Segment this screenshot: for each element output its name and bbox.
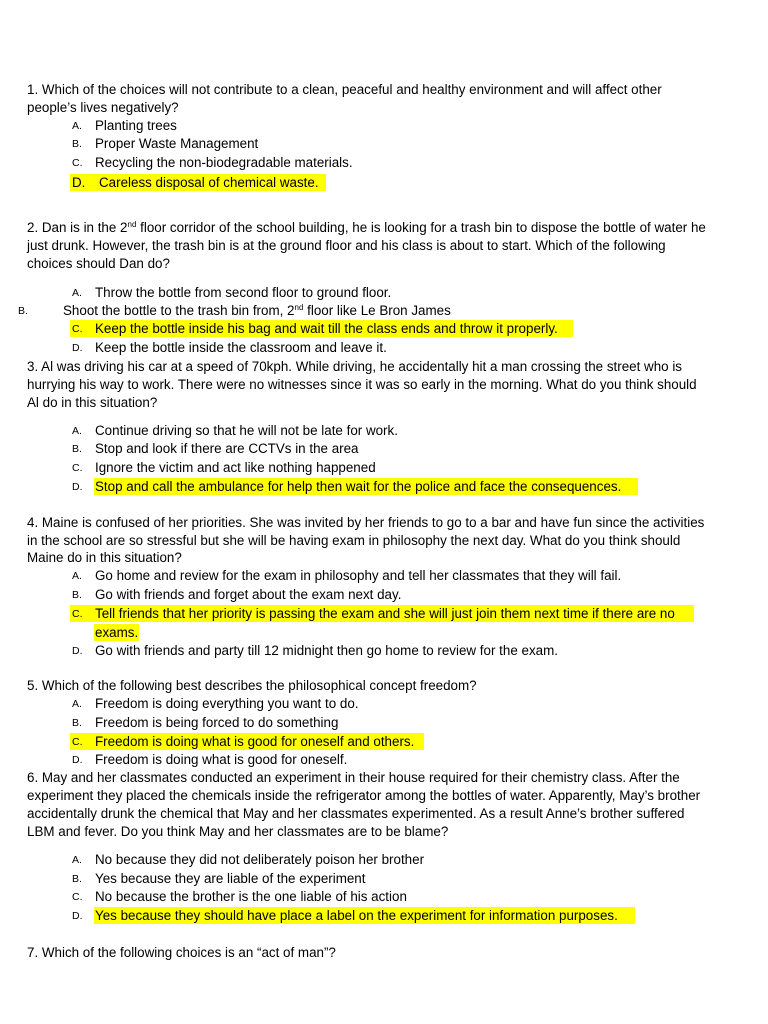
option-text-part: Shoot the bottle to the trash bin from, 2 [63, 303, 295, 318]
option-letter-selected: C. [72, 323, 83, 335]
option-letter: B. [18, 305, 28, 317]
question-3-stem-line-1: 3. Al was driving his car at a speed of 70kph. While driving, he accidentally hit a man crossing the street who is [27, 359, 682, 374]
superscript: nd [294, 303, 304, 312]
question-4-stem-line-3: Maine do in this situation? [27, 550, 182, 565]
option-letter: C. [72, 891, 83, 903]
option-text: Throw the bottle from second floor to ground floor. [95, 285, 392, 300]
question-6-stem-line-2: experiment they placed the chemicals inside the refrigerator among the bottles of water. Apparently, May’s brother [27, 788, 701, 803]
question-6-stem-line-1: 6. May and her classmates conducted an experiment in their house required for their chemistry class. After the [27, 770, 680, 785]
option-text-part: floor like Le Bron James [303, 303, 451, 318]
option-letter-selected: C. [72, 736, 83, 748]
option-text: Stop and look if there are CCTVs in the area [95, 441, 359, 456]
option-letter: B. [72, 873, 82, 885]
option-letter: B. [72, 717, 82, 729]
question-4-stem-line-2: in the school are so stressful but she will be having exam in philosophy the next day. What do you think should [27, 533, 681, 548]
question-7-stem-line-1: 7. Which of the following choices is an “act of man”? [27, 945, 336, 960]
option-text: No because the brother is the one liable of his action [95, 889, 407, 904]
question-2-stem-line-2: just drunk. However, the trash bin is at the ground floor and his class is about to start. Which of the following [27, 238, 666, 253]
option-text-selected: Freedom is doing what is good for oneself and others. [95, 734, 415, 749]
option-letter: D. [72, 645, 83, 657]
option-letter: D. [72, 342, 83, 354]
option-text: Planting trees [95, 118, 177, 133]
question-2-stem-line-3: choices should Dan do? [27, 256, 170, 271]
question-5-stem-line-1: 5. Which of the following best describes the philosophical concept freedom? [27, 678, 477, 693]
option-text-selected: exams. [95, 625, 139, 640]
option-text-selected: Yes because they should have place a label on the experiment for information purposes. [95, 908, 618, 923]
option-text: Freedom is being forced to do something [95, 715, 339, 730]
option-letter: A. [72, 854, 82, 866]
option-text: Yes because they are liable of the experiment [95, 871, 366, 886]
option-letter: A. [72, 120, 82, 132]
option-text: Freedom is doing what is good for oneself. [95, 752, 348, 767]
question-1-stem-line-1: 1. Which of the choices will not contribute to a clean, peaceful and healthy environment and will affect other [27, 82, 662, 97]
question-1-stem-line-2: people’s lives negatively? [27, 100, 179, 115]
option-letter: B. [72, 138, 82, 150]
option-letter-selected: C. [72, 608, 83, 620]
option-letter: D. [72, 754, 83, 766]
option-text: Go with friends and forget about the exam next day. [95, 587, 402, 602]
question-3-stem-line-2: hurrying his way to work. There were no witnesses since it was so early in the morning. What do you think should [27, 377, 697, 392]
option-letter: A. [72, 698, 82, 710]
question-4-stem-line-1: 4. Maine is confused of her priorities. She was invited by her friends to go to a bar and have fun since the activities [27, 515, 705, 530]
option-text: Freedom is doing everything you want to do. [95, 696, 359, 711]
option-letter-selected: D. [72, 910, 83, 922]
question-6-stem-line-3: accidentally drunk the chemical that May and her classmates experimented. As a result Anne’s brother suffered [27, 806, 685, 821]
option-letter: A. [72, 425, 82, 437]
superscript: nd [127, 220, 137, 229]
option-letter: C. [72, 157, 83, 169]
option-text: Continue driving so that he will not be late for work. [95, 423, 398, 438]
option-text: Recycling the non-biodegradable materials. [95, 155, 353, 170]
option-text: Keep the bottle inside the classroom and leave it. [95, 340, 387, 355]
option-text: No because they did not deliberately poison her brother [95, 852, 425, 867]
option-letter-selected: D. [72, 481, 83, 493]
question-2-stem-line-1 [27, 219, 706, 237]
option-text-selected: Keep the bottle inside his bag and wait till the class ends and throw it properly. [95, 321, 558, 336]
option-text-selected: Tell friends that her priority is passing the exam and she will just join them next time if there are no [95, 606, 675, 621]
option-text-selected: Careless disposal of chemical waste. [99, 175, 319, 190]
stem-text: 2. Dan is in the 2 [27, 220, 128, 235]
stem-text: floor corridor of the school building, he is looking for a trash bin to dispose the bottle of water he [136, 220, 706, 235]
option-letter: C. [72, 462, 83, 474]
question-3-stem-line-3: Al do in this situation? [27, 395, 158, 410]
option-text: Ignore the victim and act like nothing happened [95, 460, 376, 475]
option-text-selected: Stop and call the ambulance for help then wait for the police and face the consequences. [95, 479, 622, 494]
option-letter: B. [72, 443, 82, 455]
option-text: Proper Waste Management [95, 136, 259, 151]
option-letter: A. [72, 287, 82, 299]
option-letter-selected: D. [72, 175, 86, 190]
option-text: Go home and review for the exam in philosophy and tell her classmates that they will fail. [95, 568, 622, 583]
option-letter: B. [72, 589, 82, 601]
option-text [63, 302, 451, 320]
question-6-stem-line-4: LBM and fever. Do you think May and her classmates are to be blame? [27, 824, 449, 839]
option-letter: A. [72, 570, 82, 582]
option-text: Go with friends and party till 12 midnight then go home to review for the exam. [95, 643, 558, 658]
